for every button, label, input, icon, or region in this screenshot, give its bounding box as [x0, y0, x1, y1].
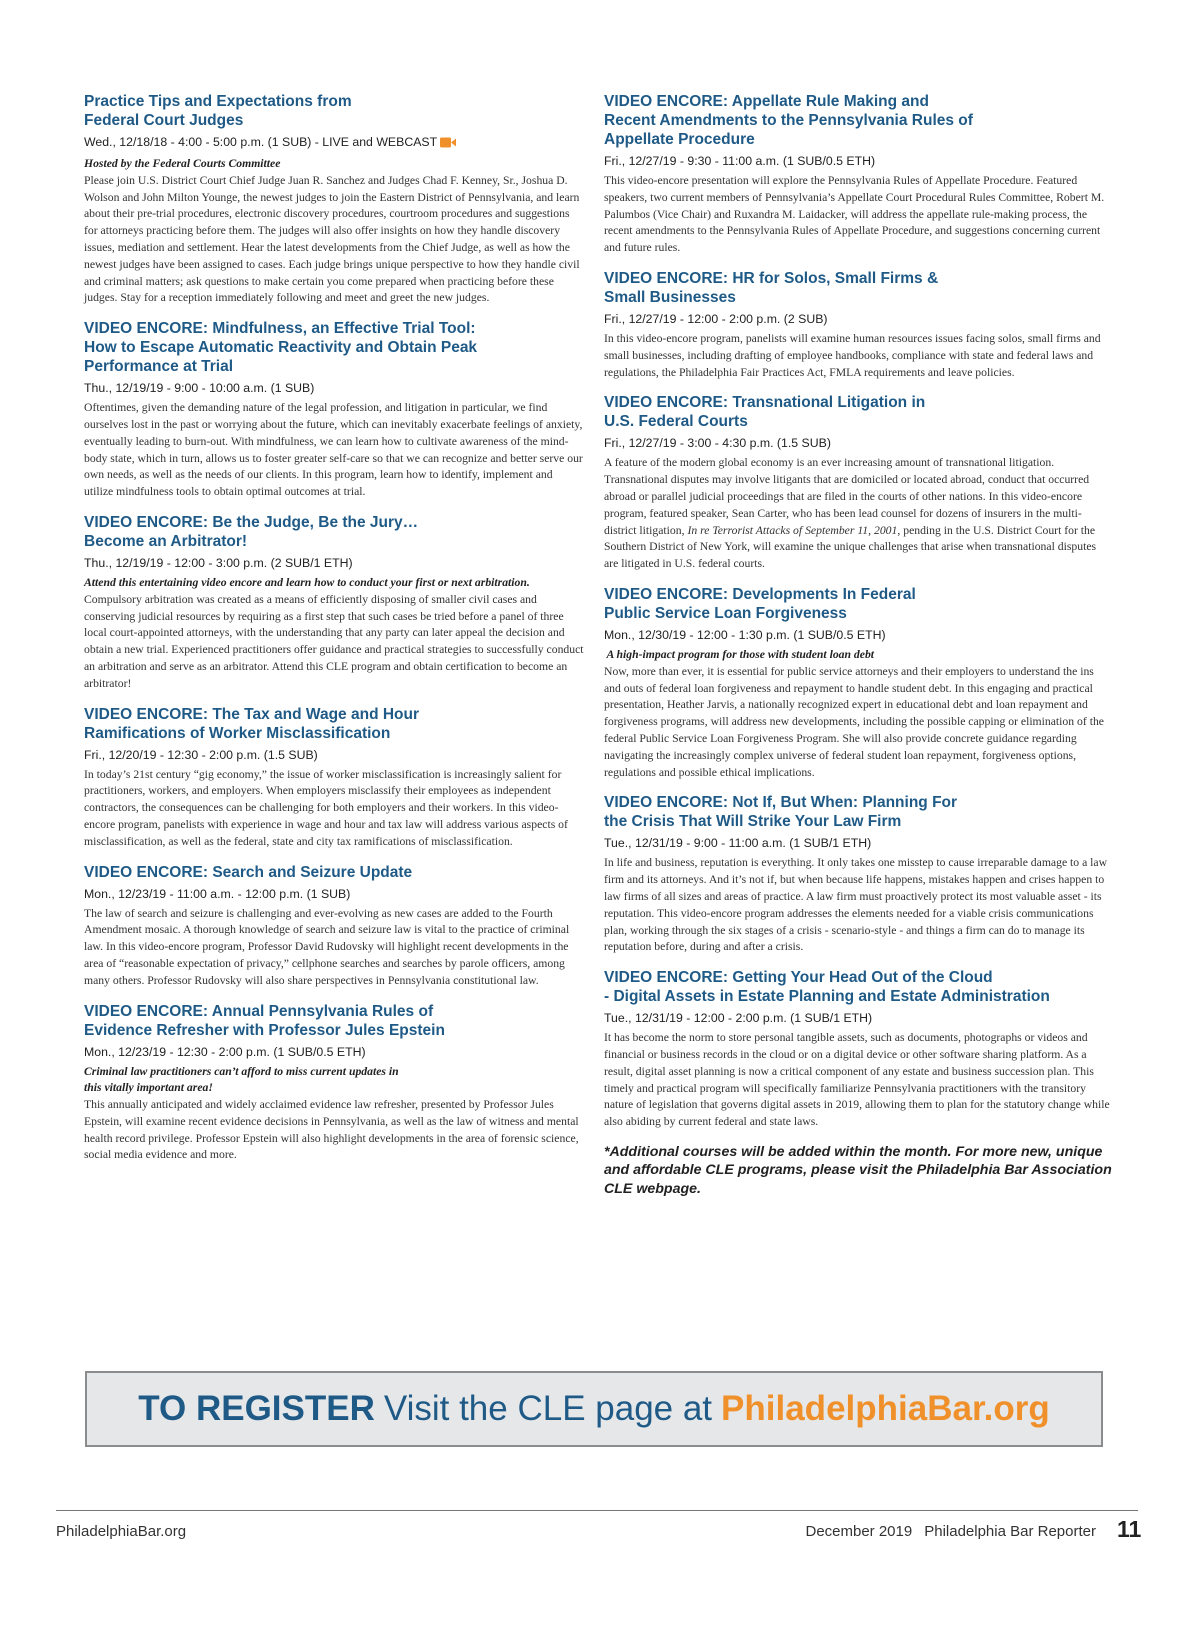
- event-title: VIDEO ENCORE: Be the Judge, Be the Jury… Become an Arbitrator!: [84, 513, 419, 550]
- event-description: This annually anticipated and widely acclaimed evidence law refresher, presented by Professor Jules Epstein, will examine recent evidence decisions in Pennsylvania, as well as the law of witness and mental health record privilege. Professor Epstein will also highlight developments in the area of forensic science, social media evidence and more.: [84, 1098, 579, 1162]
- event-arbitrator: [84, 513, 584, 693]
- event-evidence-refresher: [84, 1002, 584, 1165]
- event-title: VIDEO ENCORE: Developments In Federal Public Service Loan Forgiveness: [604, 585, 916, 622]
- event-search-seizure: [84, 863, 584, 990]
- right-column: [604, 92, 1112, 1198]
- event-date-text: Wed., 12/18/18 - 4:00 - 5:00 p.m. (1 SUB) - LIVE and WEBCAST: [84, 135, 438, 149]
- event-title: VIDEO ENCORE: The Tax and Wage and Hour Ramifications of Worker Misclassification: [84, 705, 420, 742]
- event-title: VIDEO ENCORE: Transnational Litigation in U.S. Federal Courts: [604, 394, 926, 431]
- event-description: Compulsory arbitration was created as a means of efficiently disposing of smaller civil cases and conserving judicial resources by requiring as a first step that such cases be tried before a panel of three local court-appointed attorneys, with the understanding that any party can later appeal the decision and obtain a new trial. Experienced practitioners offer guidance and practical strategies to successfully conduct an arbitration and serve as an arbitrator. Attend this CLE program and obtain certification to become an arbitrator!: [84, 592, 584, 690]
- event-worker-misclassification: [84, 705, 584, 851]
- case-name: In re Terrorist Attacks of September 11, 2001: [687, 523, 898, 537]
- event-appellate-rules: [604, 92, 1112, 257]
- footer-website[interactable]: PhiladelphiaBar.org: [56, 1523, 187, 1540]
- event-title: VIDEO ENCORE: HR for Solos, Small Firms & Small Businesses: [604, 269, 939, 306]
- additional-courses-note: *Additional courses will be added within the month. For more new, unique and affordable CLE programs, please visit the Philadelphia Bar Association CLE webpage.: [604, 1143, 1112, 1197]
- event-digital-assets: [604, 968, 1112, 1131]
- footer-issue: [805, 1523, 1096, 1540]
- event-description: It has become the norm to store personal tangible assets, such as documents, photographs or videos and financial or business records in the cloud or on a digital device or other software sharing platform. As a result, digital asset planning is now a critical component of any estate and business succession plan. This timely and practical program will specifically familiarize Pennsylvania practitioners with the transitory nature of legislation that governs digital assets in 2019, allowing them to plan for the statutory change while also abiding by current federal and state laws.: [604, 1031, 1110, 1129]
- event-subtitle: Criminal law practitioners can’t afford to miss current updates in this vitally important area!: [84, 1064, 399, 1095]
- event-title: VIDEO ENCORE: Annual Pennsylvania Rules of Evidence Refresher with Professor Jules Epstein: [84, 1002, 445, 1039]
- event-date: Fri., 12/27/19 - 9:30 - 11:00 a.m. (1 SUB/0.5 ETH): [604, 154, 876, 168]
- event-date: Mon., 12/30/19 - 12:00 - 1:30 p.m. (1 SUB/0.5 ETH): [604, 627, 886, 642]
- event-title: VIDEO ENCORE: Search and Seizure Update: [84, 863, 413, 881]
- event-date: Tue., 12/31/19 - 12:00 - 2:00 p.m. (1 SUB/1 ETH): [604, 1011, 873, 1026]
- event-title: VIDEO ENCORE: Getting Your Head Out of the Cloud - Digital Assets in Estate Planning and Estate Administration: [604, 969, 1050, 1006]
- event-description: In today’s 21st century “gig economy,” the issue of worker misclassification is increasingly salient for practitioners, workers, and employers. When employers misclassify their employees as independent contractors, the consequences can be challenging for both employers and their workers. In this video-encore program, panelists with experience in wage and hour and tax law will address various aspects of misclassification, as well as the federal, state and city tax ramifications of misclassification.: [84, 767, 568, 848]
- event-transnational-litigation: [604, 393, 1112, 573]
- register-heading: TO REGISTER: [138, 1389, 375, 1428]
- event-description: This video-encore presentation will explore the Pennsylvania Rules of Appellate Procedure. Featured speakers, two current members of Pennsylvania’s Appellate Court Procedural Rules Committee, Robert M. Palumbos (Vice Chair) and Ruxandra M. Laidacker, will address the appellate rule-making process, the recent amendments to the Pennsylvania Rules of Appellate Procedure, and suggestions concerning current and future rules.: [604, 174, 1105, 255]
- event-date: Fri., 12/20/19 - 12:30 - 2:00 p.m. (1.5 SUB): [84, 747, 318, 762]
- event-mindfulness: [84, 319, 584, 501]
- event-description: Oftentimes, given the demanding nature of the legal profession, and litigation in particular, we find ourselves lost in the past or worrying about the future, which can inevitably exacerbate feelings of anxiety, eventually leading to burn-out. With mindfulness, we can learn how to cultivate awareness of the mind-body state, which in turn, allows us to foster greater self-care so that we can recognize and better serve our own needs, as well as the needs of our clients. In this program, learn how to identify, implement and utilize mindfulness tools to obtain optimal outcomes at trial.: [84, 401, 583, 499]
- event-loan-forgiveness: [604, 585, 1112, 781]
- event-date: Fri., 12/27/19 - 3:00 - 4:30 p.m. (1.5 SUB): [604, 436, 831, 451]
- event-description: In life and business, reputation is everything. It only takes one misstep to cause irreparable damage to a law firm and its attorneys. And it’s not if, but when because life happens, mistakes happen and crises happen to law firms of all sizes and areas of practice. A law firm must proactively protect its most valuable asset - its reputation. This video-encore program addresses the elements needed for a viable crisis communications plan, working through the six stages of a crisis - scenario-style - and things a firm can do to manage its reputation before, during and after a crisis.: [604, 856, 1108, 954]
- register-link[interactable]: PhiladelphiaBar.org: [721, 1389, 1050, 1428]
- event-hr-small-firms: [604, 269, 1112, 381]
- event-description-part: , pending in the U.S. District Court for the Southern District of New York, will examine the unique challenges that arise when transnational disputes are litigated in U.S. federal courts.: [604, 523, 1097, 571]
- register-banner: [85, 1371, 1103, 1447]
- event-date: Mon., 12/23/19 - 12:30 - 2:00 p.m. (1 SUB/0.5 ETH): [84, 1044, 366, 1059]
- event-description: The law of search and seizure is challenging and ever-evolving as new cases are added to the Fourth Amendment mosaic. A thorough knowledge of search and seizure law is vital to the practice of criminal law. In this video-encore program, Professor David Rudovsky will highlight recent developments in the area of “reasonable expectation of privacy,” cellphone searches and searches by parole officers, among many others. Professor Rudovsky will also share perspectives in Pennsylvania constitutional law.: [84, 906, 570, 987]
- event-description: Please join U.S. District Court Chief Judge Juan R. Sanchez and Judges Chad F. Kenney, Sr., Joshua D. Wolson and John Milton Younge, the newest judges to join the Eastern District of Pennsylvania, and learn about their pre-trial procedures, electronic discovery procedures, courtroom procedures and suggestions for attorneys practicing before them. The judges will also offer insights on how they handle discovery issues, mediation and settlement. Hear the latest developments from the Chief Judge, as well as how the newest judges have been assigned to cases. Each judge brings unique perspective to how they handle civil and criminal matters; ask questions to make certain you come prepared when practicing before these judges. Stay for a reception immediately following and meet and greet the new judges.: [84, 173, 580, 305]
- event-federal-court-judges: [84, 92, 584, 307]
- footer-date: December 2019: [805, 1523, 913, 1540]
- footer-divider: [56, 1510, 1138, 1511]
- video-camera-icon: [440, 135, 456, 153]
- event-subtitle: Attend this entertaining video encore and learn how to conduct your first or next arbitration.: [84, 575, 530, 589]
- event-description: In this video-encore program, panelists will examine human resources issues facing solos, small firms and small businesses, including drafting of employee handbooks, compliance with state and federal laws and regulations, the Philadelphia Fair Practices Act, FMLA requirements and leave policies.: [604, 331, 1101, 379]
- footer-publication: Philadelphia Bar Reporter: [924, 1523, 1096, 1540]
- page-number: 11: [1117, 1516, 1142, 1542]
- event-date: Thu., 12/19/19 - 9:00 - 10:00 a.m. (1 SUB): [84, 381, 315, 396]
- event-date: [84, 133, 584, 153]
- event-title: VIDEO ENCORE: Mindfulness, an Effective Trial Tool: How to Escape Automatic Reactivity and Obtain Peak Performance at Trial: [84, 320, 478, 376]
- event-title: VIDEO ENCORE: Appellate Rule Making and Recent Amendments to the Pennsylvania Rules of Appellate Procedure: [604, 93, 973, 148]
- left-column: [84, 92, 584, 1176]
- event-subtitle: A high-impact program for those with student loan debt: [604, 647, 875, 661]
- event-description: Now, more than ever, it is essential for public service attorneys and their employers to understand the ins and outs of federal loan forgiveness and repayment to handle student debt. In this engaging and practical presentation, Heather Jarvis, a nationally recognized expert in educational debt and loan repayment and forgiveness programs, will address new developments, including the possible capping or elimination of the federal Public Service Loan Forgiveness Program. She will also provide concrete guidance regarding navigating the increasingly complex universe of federal student loan repayment, forgiveness options, regulations and possible ethical implications.: [604, 664, 1104, 779]
- event-description-part: A feature of the modern global economy is an ever increasing amount of transnational litigation. Transnational disputes may involve litigants that are domiciled or located abroad, conduct that occurred abroad or parallel judicial proceedings that are filed in the courts of other nations. In this video-encore program, featured speaker, Sean Carter, who has been lead counsel for dozens of insurers in the multi-district litigation,: [604, 456, 1090, 537]
- event-date: Fri., 12/27/19 - 12:00 - 2:00 p.m. (2 SUB): [604, 311, 828, 326]
- event-date: Thu., 12/19/19 - 12:00 - 3:00 p.m. (2 SUB/1 ETH): [84, 555, 353, 570]
- event-title: VIDEO ENCORE: Not If, But When: Planning For the Crisis That Will Strike Your Law Firm: [604, 794, 958, 831]
- register-text: Visit the CLE page at: [383, 1389, 713, 1428]
- event-date: Mon., 12/23/19 - 11:00 a.m. - 12:00 p.m. (1 SUB): [84, 886, 351, 901]
- event-date: Tue., 12/31/19 - 9:00 - 11:00 a.m. (1 SUB/1 ETH): [604, 836, 872, 851]
- event-crisis-planning: [604, 793, 1112, 956]
- event-subtitle: Hosted by the Federal Courts Committee: [84, 157, 281, 170]
- event-description: [604, 455, 1112, 573]
- event-title: Practice Tips and Expectations from Federal Court Judges: [84, 93, 352, 129]
